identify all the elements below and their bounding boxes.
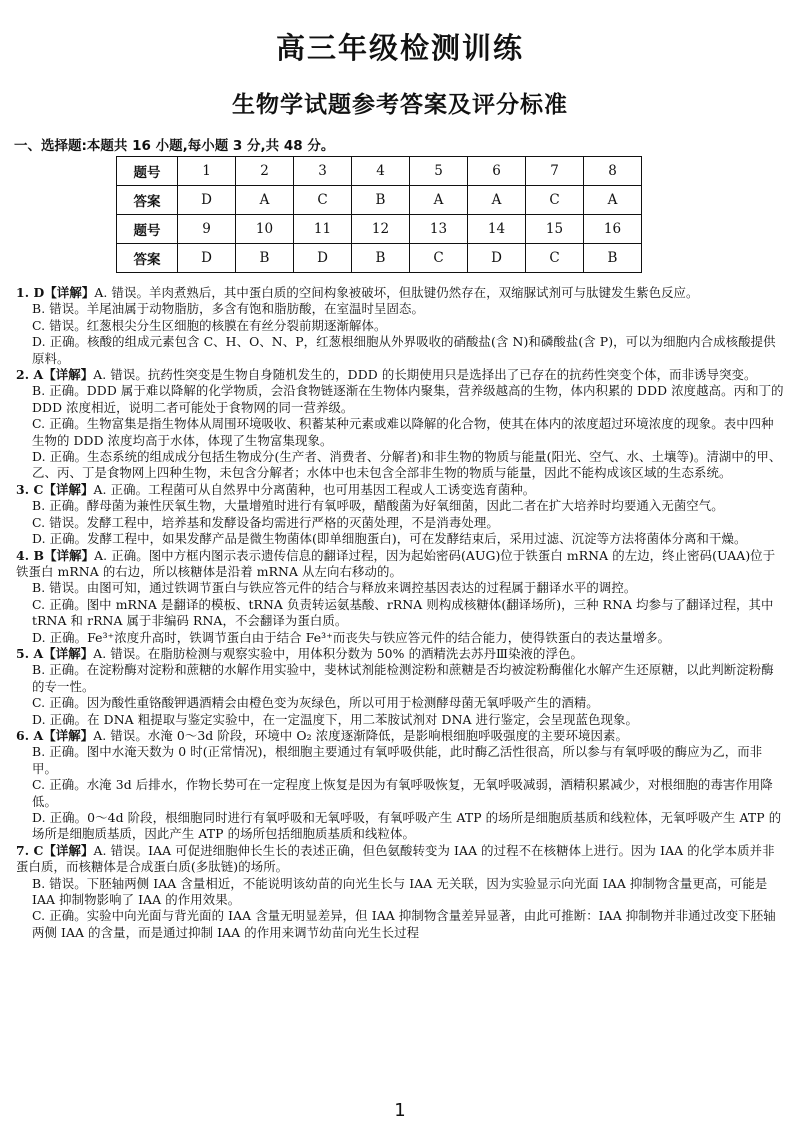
explanation-line: C. 正确。图中 mRNA 是翻译的模板、tRNA 负责转运氨基酸、rRNA 则构成核糖体(翻译场所)，三种 RNA 均参与了翻译过程，其中 tRNA 和 rRNA 属于非编码 RNA，不会翻译为蛋白质。 [32, 596, 774, 629]
explanation-line: C. 正确。水淹 3d 后排水，作物长势可在一定程度上恢复是因为有氧呼吸恢复，无氧呼吸减弱，酒精积累减少，对根细胞的毒害作用降低。 [32, 777, 773, 809]
explanation-line: B. 正确。酵母菌为兼性厌氧生物，大量增殖时进行有氧呼吸，醋酸菌为好氧细菌，因此二者在扩大培养时均要通入无菌空气。 [32, 498, 724, 514]
explanation-line: D. 正确。核酸的组成元素包含 C、H、O、N、P，红葱根细胞从外界吸收的硝酸盐(含 N)和磷酸盐(含 P)，可以为细胞内合成核酸提供原料。 [32, 334, 776, 366]
explanation-line: A. 错误。水淹 0～3d 阶段，环境中 O₂ 浓度逐渐降低，是影响根细胞呼吸强度的主要环境因素。 [93, 727, 628, 743]
explanation-line: A. 错误。在脂肪检测与观察实验中，用体积分数为 50% 的酒精洗去苏丹Ⅲ染液的浮色。 [93, 645, 584, 661]
question-number: 2 [236, 157, 294, 186]
answer-table [116, 156, 642, 273]
table-row-answer-1 [117, 186, 642, 215]
question-number: 1 [178, 157, 236, 186]
explanation-line: D. 正确。Fe³⁺浓度升高时，铁调节蛋白由于结合 Fe³⁺而丧失与铁应答元件的结合能力，使得铁蛋白的表达量增多。 [32, 629, 671, 645]
answer-cell: C [410, 244, 468, 273]
explanation-head: 6. A【详解】 [16, 727, 94, 743]
explanation-line: C. 正确。实验中向光面与背光面的 IAA 含量无明显差异，但 IAA 抑制物含量差异显著，由此可推断：IAA 抑制物并非通过改变下胚轴两侧 IAA 的含量，而是通过抑制 IAA 的作用来调节幼苗向光生长过程 [32, 908, 776, 940]
table-row-answer-2 [117, 244, 642, 273]
explanation-line: A. 错误。羊肉煮熟后，其中蛋白质的空间构象被破坏，但肽键仍然存在，双缩脲试剂可与肽键发生紫色反应。 [94, 285, 699, 300]
explanation-line: B. 正确。图中水淹天数为 0 时(正常情况)，根细胞主要通过有氧呼吸供能，此时酶乙活性很高，所以参与有氧呼吸的酶应为乙，而非甲。 [32, 744, 763, 776]
question-number: 9 [178, 215, 236, 244]
explanation-head: 1. D【详解】 [16, 285, 95, 300]
page-title: 高三年级检测训练 [275, 31, 524, 65]
explanation-line: D. 正确。在 DNA 粗提取与鉴定实验中，在一定温度下，用二苯胺试剂对 DNA 进行鉴定，会呈现蓝色现象。 [32, 711, 638, 727]
explanation-line: C. 错误。红葱根尖分生区细胞的核膜在有丝分裂前期逐渐解体。 [32, 317, 387, 333]
answer-cell: A [584, 186, 642, 215]
answer-cell: C [294, 186, 352, 215]
answer-cell: C [526, 244, 584, 273]
row-label-answer: 答案 [117, 244, 178, 273]
question-number: 6 [468, 157, 526, 186]
explanation-q1 [16, 285, 786, 367]
explanation-line: A. 错误。IAA 可促进细胞伸长生长的表述正确，但色氨酸转变为 IAA 的过程不在核糖体上进行。因为 IAA 的化学本质并非蛋白质，而核糖体是合成蛋白质(多肽链)的场所。 [16, 842, 775, 875]
explanation-line: B. 正确。DDD 属于难以降解的化学物质，会沿食物链逐渐在生物体内聚集，营养级越高的生物，体内积累的 DDD 浓度越高。丙和丁的 DDD 浓度相近，说明二者可能处于食物网的同一营养级。 [32, 383, 784, 415]
explanation-head: 3. C【详解】 [16, 481, 94, 497]
question-number: 14 [468, 215, 526, 244]
table-row-question-1 [117, 157, 642, 186]
explanation-q7 [16, 843, 786, 941]
table-row-question-2 [117, 215, 642, 244]
answer-cell: A [468, 186, 526, 215]
answer-cell: D [294, 244, 352, 273]
explanation-line: D. 正确。0～4d 阶段，根细胞同时进行有氧呼吸和无氧呼吸，有氧呼吸产生 ATP 的场所是细胞质基质和线粒体，无氧呼吸产生 ATP 的场所是细胞质基质，因此产生 ATP 的场所包括细胞质基质和线粒体。 [32, 810, 782, 842]
answer-cell: D [178, 244, 236, 273]
row-label-question: 题号 [117, 215, 178, 244]
explanations [16, 285, 786, 941]
answer-cell: C [526, 186, 584, 215]
question-number: 15 [526, 215, 584, 244]
explanation-line: B. 错误。羊尾油属于动物脂肪，多含有饱和脂肪酸，在室温时呈固态。 [32, 301, 425, 317]
answer-cell: A [410, 186, 468, 215]
page-subtitle: 生物学试题参考答案及评分标准 [232, 92, 568, 118]
question-number: 13 [410, 215, 468, 244]
section-heading-choice: 一、选择题:本题共 16 小题,每小题 3 分,共 48 分。 [14, 138, 335, 154]
explanation-head: 2. A【详解】 [16, 367, 94, 383]
question-number: 16 [584, 215, 642, 244]
answer-cell: B [352, 244, 410, 273]
answer-cell: A [236, 186, 294, 215]
answer-cell: D [468, 244, 526, 273]
answer-cell: B [236, 244, 294, 273]
explanation-line: C. 正确。因为酸性重铬酸钾遇酒精会由橙色变为灰绿色，所以可用于检测酵母菌无氧呼吸产生的酒精。 [32, 695, 599, 711]
explanation-head: 4. B【详解】 [16, 547, 95, 563]
explanation-q6 [16, 728, 786, 843]
explanation-line: B. 错误。下胚轴两侧 IAA 含量相近，不能说明该幼苗的向光生长与 IAA 无关联，因为实验显示向光面 IAA 抑制物含量更高，可能是 IAA 抑制物影响了 IAA 的作用效果。 [32, 875, 768, 908]
explanation-q5 [16, 646, 786, 728]
page-number: 1 [394, 1100, 406, 1121]
row-label-question: 题号 [117, 157, 178, 186]
question-number: 8 [584, 157, 642, 186]
explanation-q3 [16, 482, 786, 548]
row-label-answer: 答案 [117, 186, 178, 215]
explanation-line: A. 错误。抗药性突变是生物自身随机发生的，DDD 的长期使用只是选择出了已存在的抗药性突变个体，而非诱导突变。 [93, 367, 757, 383]
explanation-line: C. 错误。发酵工程中，培养基和发酵设备均需进行严格的灭菌处理，不是消毒处理。 [32, 514, 499, 530]
question-number: 3 [294, 157, 352, 186]
explanation-line: B. 错误。由图可知，通过铁调节蛋白与铁应答元件的结合与释放来调控基因表达的过程属于翻译水平的调控。 [32, 580, 637, 596]
question-number: 5 [410, 157, 468, 186]
explanation-line: C. 正确。生物富集是指生物体从周围环境吸收、积蓄某种元素或难以降解的化合物，使其在体内的浓度超过环境浓度的现象。表中四种生物的 DDD 浓度均高于水体，体现了生物富集现象。 [32, 416, 774, 448]
answer-cell: D [178, 186, 236, 215]
explanation-q4 [16, 548, 786, 646]
question-number: 12 [352, 215, 410, 244]
answer-cell: B [584, 244, 642, 273]
explanation-line: B. 正确。在淀粉酶对淀粉和蔗糖的水解作用实验中，斐林试剂能检测淀粉和蔗糖是否均被淀粉酶催化水解产生还原糖，以此判断淀粉酶的专一性。 [32, 662, 774, 694]
explanation-line: A. 正确。工程菌可从自然界中分离菌种，也可用基因工程或人工诱变选育菌种。 [93, 481, 536, 497]
question-number: 10 [236, 215, 294, 244]
explanation-head: 5. A【详解】 [16, 645, 94, 661]
explanation-q2 [16, 367, 786, 482]
explanation-line: D. 正确。生态系统的组成成分包括生物成分(生产者、消费者、分解者)和非生物的物质与能量(阳光、空气、水、土壤等)。清湖中的甲、乙、丙、丁是食物网上四种生物，未包含分解者；水体中也未包含全部非生物的物质与能量，因此不能构成该区域的生态系统。 [32, 449, 782, 481]
explanation-line: D. 正确。发酵工程中，如果发酵产品是微生物菌体(即单细胞蛋白)，可在发酵结束后，采用过滤、沉淀等方法将菌体分离和干燥。 [32, 531, 747, 547]
question-number: 11 [294, 215, 352, 244]
explanation-line: A. 正确。图中方框内图示表示遗传信息的翻译过程，因为起始密码(AUG)位于铁蛋白 mRNA 的左边，终止密码(UAA)位于铁蛋白 mRNA 的右边，所以核糖体是沿着 mRNA 从左向右移动的。 [16, 547, 776, 579]
answer-cell: B [352, 186, 410, 215]
question-number: 4 [352, 157, 410, 186]
question-number: 7 [526, 157, 584, 186]
explanation-head: 7. C【详解】 [16, 842, 94, 858]
